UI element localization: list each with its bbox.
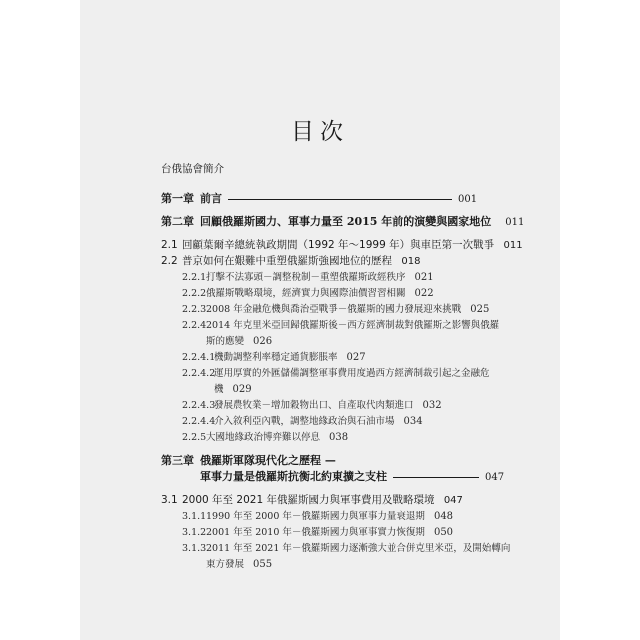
page-title: 目次 [291, 119, 349, 145]
subsection-number: 3.1.3 [182, 543, 207, 554]
subsubsection-title-line2: 機 [214, 384, 224, 395]
subsection-title-wrap [206, 289, 434, 299]
leader-line [393, 477, 479, 478]
subsection-title-line2: 斯的應變 [206, 336, 245, 347]
subsection-title-wrap [206, 273, 434, 283]
page-number: 018 [401, 256, 421, 267]
page-number: 048 [433, 511, 454, 522]
subsection-title-wrap [206, 433, 348, 443]
subsubsection-title-wrap [214, 401, 442, 411]
subsubsection-title-wrap [214, 353, 366, 363]
section-title-wrap [182, 256, 420, 267]
page-number: 029 [232, 384, 252, 395]
chapter-title-wrap [200, 471, 504, 483]
subsection-number: 3.1.1 [182, 511, 207, 522]
section-title: 2000 年至 2021 年俄羅斯國力與軍事費用及戰略環境 [182, 494, 435, 506]
subsection-number: 2.2.4 [182, 320, 207, 331]
section-number: 3.1 [161, 494, 178, 506]
subsection-number: 2.2.3 [182, 304, 207, 315]
subsection-title-line1: 2011 年至 2021 年－俄羅斯國力逐漸強大並合併克里米亞，及開始轉向 [206, 543, 511, 554]
page-number: 022 [414, 288, 434, 299]
subsubsection-number: 2.2.4.3 [182, 400, 216, 411]
section-title-wrap [182, 495, 463, 506]
page-number: 050 [433, 527, 454, 538]
subsection-title-wrap [206, 305, 489, 315]
subsection-number: 2.2.2 [182, 288, 207, 299]
section-number: 2.1 [161, 239, 178, 251]
page-number: 011 [505, 217, 525, 228]
section-title: 普京如何在艱難中重塑俄羅斯強國地位的歷程 [182, 255, 392, 267]
subsection-title-wrap [206, 528, 453, 538]
page-number: 025 [470, 304, 490, 315]
subsubsection-title: 機動調整利率穩定通貨膨脹率 [214, 352, 338, 363]
chapter-title: 前言 [200, 192, 222, 205]
page-number: 047 [485, 472, 505, 483]
page-number: 011 [503, 240, 523, 251]
subsection-title: 2008 年金融危機與喬治亞戰爭－俄羅斯的國力發展迎來挑戰 [206, 304, 462, 315]
page-number: 055 [253, 559, 273, 570]
subsection-title: 俄羅斯戰略環境，經濟實力與國際油價習習相關 [206, 288, 406, 299]
subsection-title: 2001 年至 2010 年－俄羅斯國力與軍事實力恢復期 [206, 527, 425, 538]
subsubsection-title: 發展農牧業－增加穀物出口、自產取代肉類進口 [214, 400, 414, 411]
subsection-number: 3.1.2 [182, 527, 207, 538]
intro-entry: 台俄協會簡介 [161, 163, 224, 175]
subsection-title-line1: 2014 年克里米亞回歸俄羅斯後－西方經濟制裁對俄羅斯之影響與俄羅 [206, 320, 500, 331]
subsubsection-title: 介入敘利亞內戰，調整地緣政治與石油市場 [214, 416, 395, 427]
chapter-title-wrap [200, 193, 477, 205]
subsubsection-title-line1: 運用厚實的外匯儲備調整軍事費用度過西方經濟制裁引起之金融危 [214, 368, 490, 379]
page-number: 026 [253, 336, 273, 347]
subsection-title-wrap [206, 337, 272, 347]
chapter-title-line1: 俄羅斯軍隊現代化之歷程 — [200, 454, 336, 467]
subsection-title-wrap [206, 560, 272, 570]
page-number: 001 [458, 194, 478, 205]
subsection-title: 1990 年至 2000 年－俄羅斯國力與軍事力量衰退期 [206, 511, 425, 522]
page-number: 032 [422, 400, 442, 411]
page-number: 038 [329, 432, 349, 443]
subsection-title-line2: 東方發展 [206, 559, 245, 570]
chapter-number: 第三章 [161, 454, 194, 467]
page-number: 027 [346, 352, 366, 363]
page-number: 047 [443, 495, 463, 506]
chapter-number: 第一章 [161, 192, 194, 205]
section-title: 回顧葉爾辛總統執政期間（1992 年～1999 年）與車臣第一次戰爭 [182, 239, 495, 251]
page-number: 021 [414, 272, 434, 283]
subsection-title-wrap [206, 512, 453, 522]
subsubsection-number: 2.2.4.4 [182, 416, 216, 427]
subsubsection-title-wrap [214, 385, 252, 395]
leader-line [228, 199, 452, 200]
chapter-number: 第二章 [161, 215, 194, 228]
subsection-title: 大國地緣政治博弈難以停息 [206, 432, 321, 443]
chapter-title-wrap [200, 216, 524, 228]
subsubsection-number: 2.2.4.2 [182, 368, 216, 379]
subsubsection-number: 2.2.4.1 [182, 352, 216, 363]
page-number: 034 [403, 416, 423, 427]
section-title-wrap [182, 240, 523, 251]
subsubsection-title-wrap [214, 417, 423, 427]
subsection-number: 2.2.5 [182, 432, 207, 443]
subsection-title: 打擊不法寡頭－調整稅制－重塑俄羅斯政經秩序 [206, 272, 406, 283]
subsection-number: 2.2.1 [182, 272, 207, 283]
chapter-title: 回顧俄羅斯國力、軍事力量至 2015 年前的演變與國家地位 [200, 215, 492, 228]
section-number: 2.2 [161, 255, 178, 267]
chapter-title-line2: 軍事力量是俄羅斯抗衡北約東擴之支柱 [200, 470, 387, 483]
